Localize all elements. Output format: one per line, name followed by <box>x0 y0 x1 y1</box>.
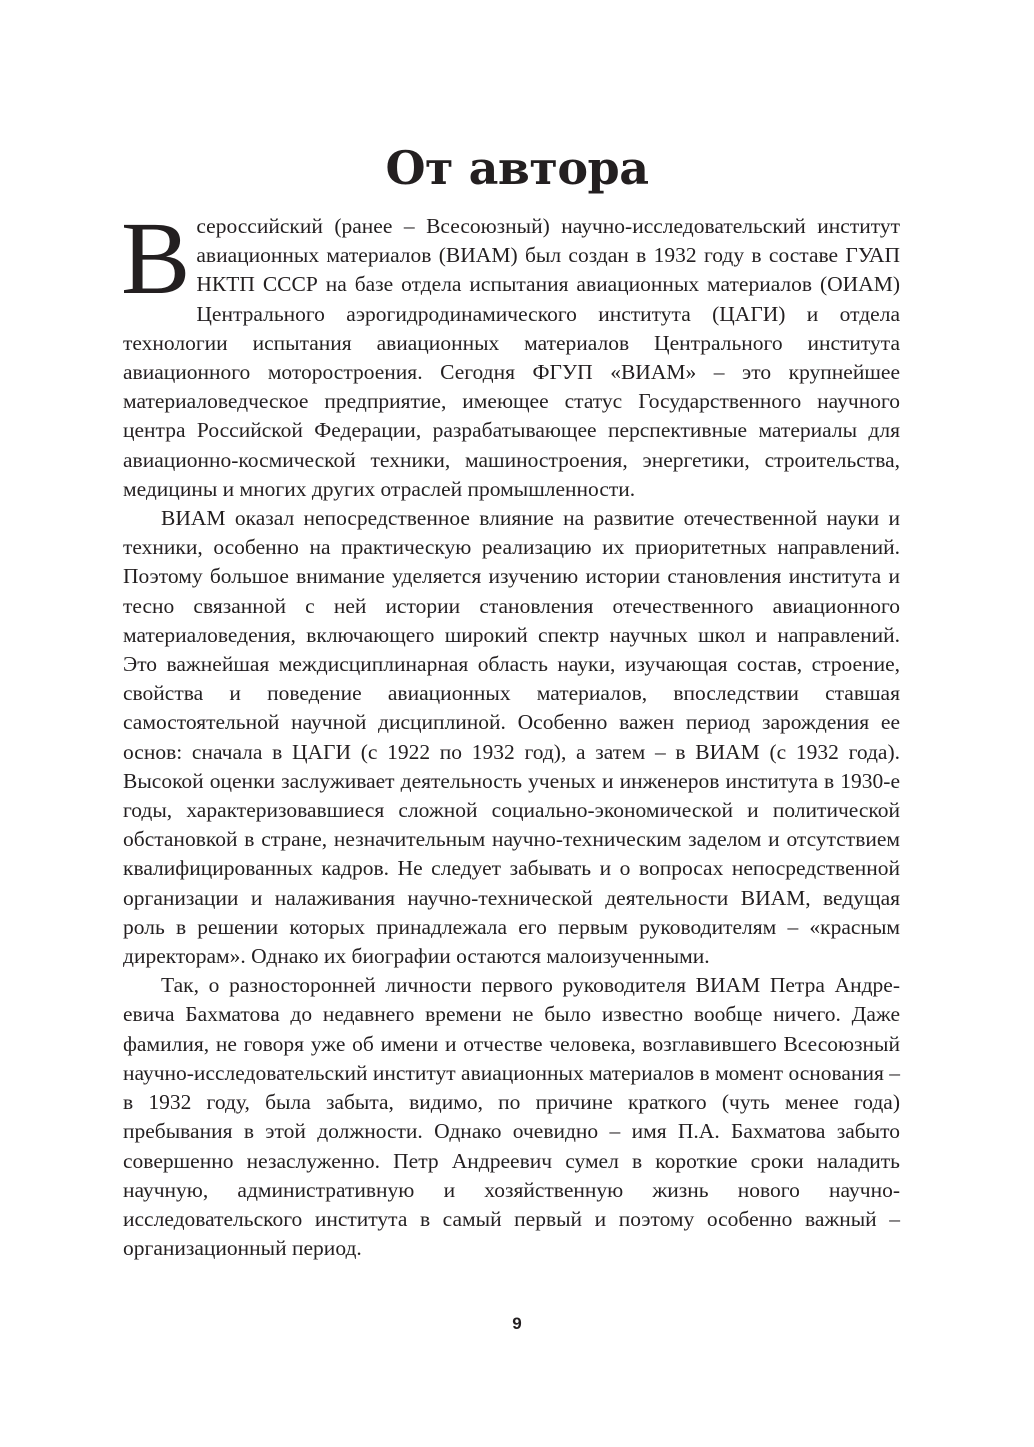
chapter-title: От автора <box>385 141 649 195</box>
page-number: 9 <box>512 1314 522 1333</box>
drop-cap: В <box>121 201 191 316</box>
paragraph-1 <box>121 201 900 504</box>
paragraph-2: ВИАМ оказал непосредственное влияние на развитие отечественной науки и техники, особенно на практическую реализацию их приоритетных направлений. Поэтому большое внимание уделяется изучению истории становления института и тесно связанной с ней истории становления отечественного авиационного материаловедения, включающего широкий спектр научных школ и направлений. Это важнейшая междисциплинарная область науки, изучающая состав, строение, свойства и поведение авиационных материалов, впоследствии ставшая самостоятельной научной дисциплиной. Особенно важен период зарождения ее основ: сначала в ЦАГИ (с 1922 по 1932 год), а затем – в ВИАМ (с 1932 года). Высокой оценки заслуживает деятельность ученых и инженеров института в 1930-е годы, характеризовавшиеся сложной социально-экономической и политической обстановкой в стране, незначительным научно-техническим заделом и отсутствием квалифицированных кадров. Не следует забывать и о вопросах непосредственной организации и налаживания научно-технической деятельности ВИАМ, ведущая роль в решении которых принадлежала его первым руководителям – «красным директорам». Однако их биографии остаются малоизученными. <box>123 506 900 969</box>
paragraph-1-text: сероссийский (ранее – Всесоюзный) научно-исследовательский институт авиационных материалов (ВИАМ) был создан в 1932 году в составе ГУАП НКТП СССР на базе отдела испытания авиационных материалов (ОИАМ) Центрального аэрогидродинамического института (ЦАГИ) и отдела технологии испытания авиационных материалов Центрального института авиационного моторостроения. Сегодня ФГУП «ВИАМ» – это крупнейшее материаловедческое предприятие, имеющее статус Государственного научного центра Российской Федерации, разрабатывающее перспективные материалы для авиационно-космической техники, машиностроения, энергетики, строительства, медицины и многих других отраслей промышленности. <box>123 214 900 501</box>
paragraph-3: Так, о разносторонней личности первого руководителя ВИАМ Петра Андреевича Бахматова до недавнего времени не было известно вообще ничего. Даже фамилия, не говоря уже об имени и отчестве человека, возглавившего Всесоюзный научно-исследовательский институт авиационных материалов в момент основания – в 1932 году, была забыта, видимо, по причине краткого (чуть менее года) пребывания в этой должности. Однако очевидно – имя П.А. Бахматова забыто совершенно незаслуженно. Петр Андреевич сумел в короткие сроки наладить научную, административную и хозяйственную жизнь нового научно-исследовательского института в самый первый и поэтому особенно важный – организационный период. <box>123 973 900 1261</box>
body-text <box>121 201 900 1263</box>
